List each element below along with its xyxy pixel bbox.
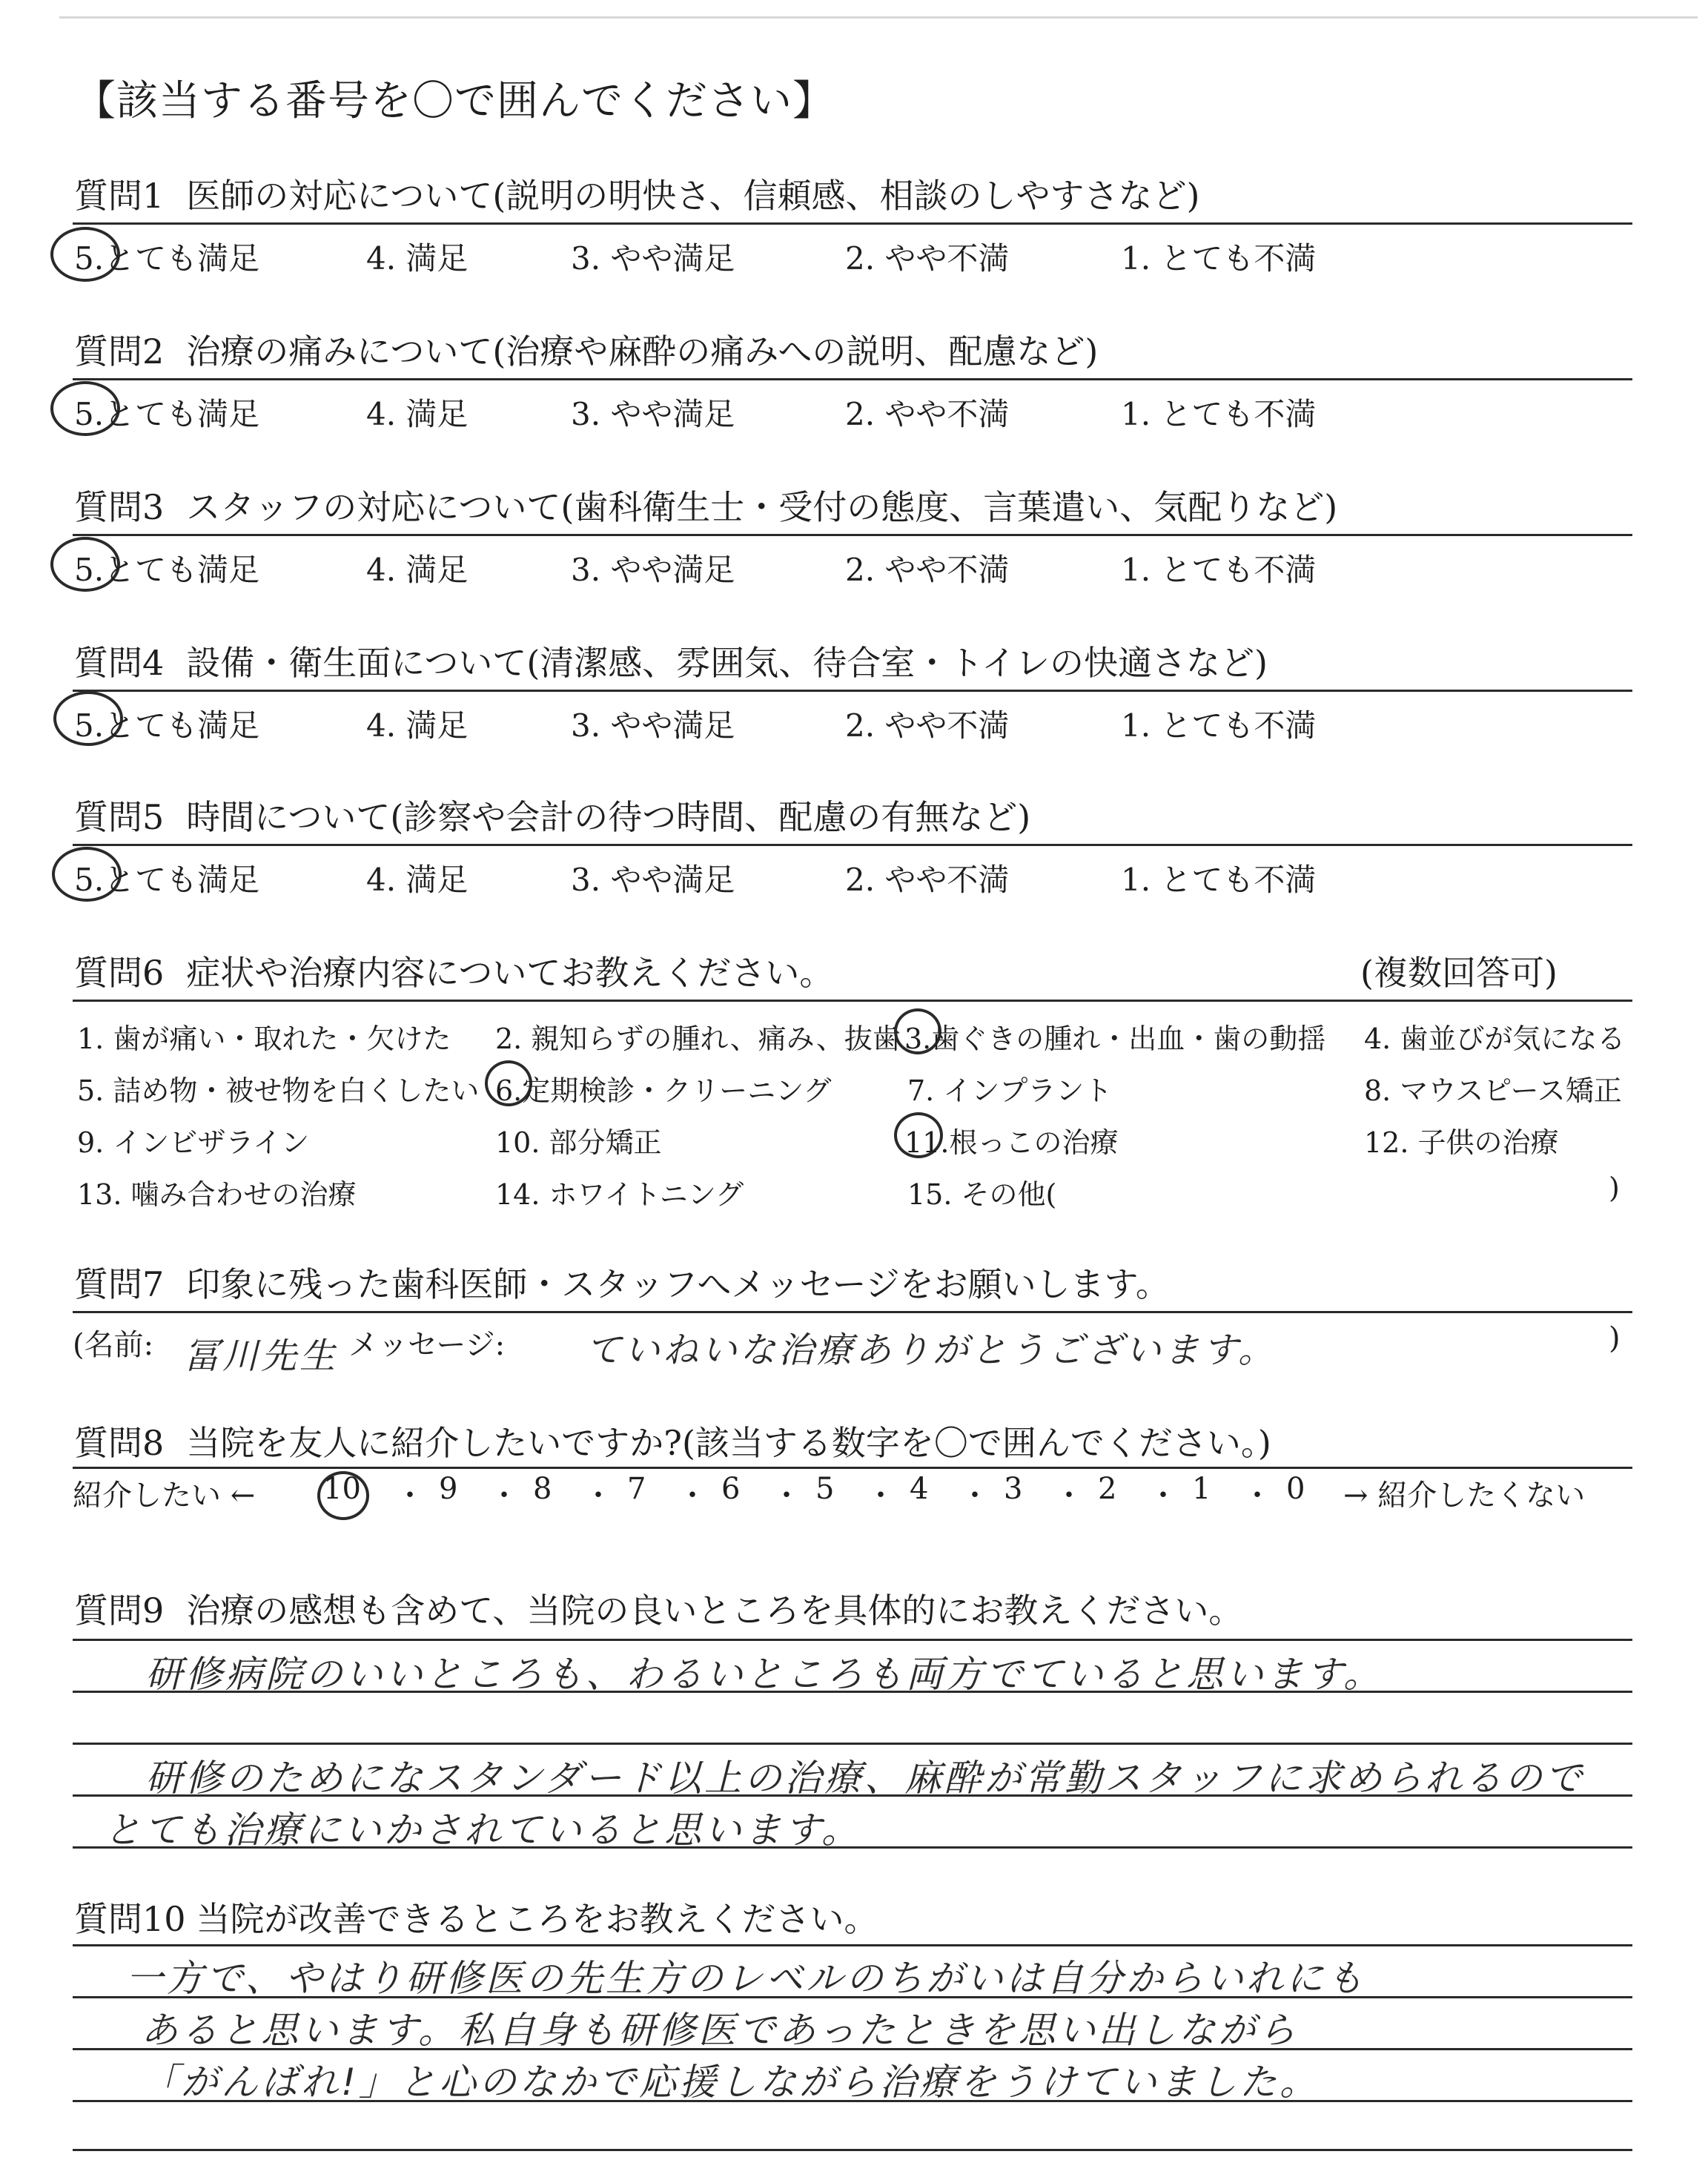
scale-8[interactable]: 8 xyxy=(533,1472,552,1506)
q10-answer-line xyxy=(73,2149,1632,2151)
q6-item-13[interactable]: 13. 噛み合わせの治療 xyxy=(77,1178,357,1211)
option-3[interactable]: 3. やや満足 xyxy=(571,707,735,744)
question-6-number: 質問6 xyxy=(74,953,165,993)
option-2[interactable]: 2. やや不満 xyxy=(845,240,1010,277)
scale-sep: ・ xyxy=(866,1479,896,1513)
scale-7[interactable]: 7 xyxy=(627,1472,646,1506)
option-4[interactable]: 4. 満足 xyxy=(366,707,469,744)
q6-item-7[interactable]: 7. インプラント xyxy=(907,1074,1113,1107)
option-1[interactable]: 1. とても不満 xyxy=(1121,552,1317,588)
message-close-paren: ) xyxy=(1609,1321,1621,1355)
scale-sep: ・ xyxy=(1242,1479,1272,1513)
handwritten-name: 冨川先生 xyxy=(184,1335,339,1377)
question-9-heading xyxy=(74,1584,1242,1633)
q6-item-12[interactable]: 12. 子供の治療 xyxy=(1364,1126,1559,1159)
question-4-rule xyxy=(73,690,1632,692)
question-2-number: 質問2 xyxy=(74,331,165,371)
option-1[interactable]: 1. とても不満 xyxy=(1121,240,1317,277)
question-1-heading xyxy=(74,169,1199,218)
scale-sep: ・ xyxy=(1148,1479,1178,1513)
question-2-text: 治療の痛みについて(治療や麻酔の痛みへの説明、配慮など) xyxy=(186,331,1099,371)
scale-sep: ・ xyxy=(1054,1479,1084,1513)
q6-item-4[interactable]: 4. 歯並びが気になる xyxy=(1364,1023,1626,1055)
option-5[interactable]: 5.とても満足 xyxy=(74,707,260,744)
option-3[interactable]: 3. やや満足 xyxy=(571,862,735,898)
question-8-heading xyxy=(74,1416,1271,1465)
scale-sep: ・ xyxy=(678,1479,707,1513)
question-8-text: 当院を友人に紹介したいですか?(該当する数字を〇で囲んでください。) xyxy=(186,1423,1271,1463)
scale-0[interactable]: 0 xyxy=(1286,1472,1305,1506)
question-2-rule xyxy=(73,378,1632,380)
question-7-text: 印象に残った歯科医師・スタッフへメッセージをお願いします。 xyxy=(186,1264,1170,1304)
q6-item-6[interactable]: 6.定期検診・クリーニング xyxy=(495,1074,832,1107)
q10-answer-line xyxy=(73,1944,1632,1946)
q6-item-1[interactable]: 1. 歯が痛い・取れた・欠けた xyxy=(77,1023,451,1055)
question-6-rule xyxy=(73,1000,1632,1002)
scale-sep: ・ xyxy=(395,1479,425,1513)
question-10-text: 当院が改善できるところをお教えください。 xyxy=(196,1899,878,1939)
option-2[interactable]: 2. やや不満 xyxy=(845,862,1010,898)
question-2-heading xyxy=(74,325,1098,374)
question-5-number: 質問5 xyxy=(74,797,165,837)
q9-handwritten-line-3: 研修のためになスタンダード以上の治療、麻酔が常勤スタッフに求められるので xyxy=(145,1757,1585,1800)
option-2[interactable]: 2. やや不満 xyxy=(845,396,1010,432)
question-4-number: 質問4 xyxy=(74,643,165,683)
question-5-text: 時間について(診察や会計の待つ時間、配慮の有無など) xyxy=(186,797,1031,837)
scale-4[interactable]: 4 xyxy=(910,1472,929,1506)
option-1[interactable]: 1. とても不満 xyxy=(1121,862,1317,898)
q6-item-3[interactable]: 3.歯ぐきの腫れ・出血・歯の動揺 xyxy=(904,1023,1326,1055)
q6-item-5[interactable]: 5. 詰め物・被せ物を白くしたい xyxy=(77,1074,480,1107)
scale-sep: ・ xyxy=(772,1479,801,1513)
option-3[interactable]: 3. やや満足 xyxy=(571,552,735,588)
q9-handwritten-line-1: 研修病院のいいところも、わるいところも両方でていると思います。 xyxy=(145,1653,1383,1696)
option-3[interactable]: 3. やや満足 xyxy=(571,240,735,277)
option-5[interactable]: 5.とても満足 xyxy=(74,240,260,277)
question-6-text: 症状や治療内容についてお教えください。 xyxy=(186,953,834,993)
option-5[interactable]: 5.とても満足 xyxy=(74,552,260,588)
question-3-number: 質問3 xyxy=(74,487,165,527)
q6-item-8[interactable]: 8. マウスピース矯正 xyxy=(1364,1074,1622,1107)
scale-1[interactable]: 1 xyxy=(1192,1472,1211,1506)
question-3-rule xyxy=(73,534,1632,536)
q6-other-close-paren: ) xyxy=(1609,1172,1620,1204)
question-8-number: 質問8 xyxy=(74,1423,165,1463)
question-7-number: 質問7 xyxy=(74,1264,165,1304)
q10-handwritten-line-2: あると思います。私自身も研修医であったときを思い出しながら xyxy=(141,2009,1299,2052)
q10-handwritten-line-1: 一方で、やはり研修医の先生方のレベルのちがいは自分からいれにも xyxy=(126,1957,1366,2000)
q9-answer-line xyxy=(73,1743,1632,1745)
option-4[interactable]: 4. 満足 xyxy=(366,396,469,432)
top-border xyxy=(59,16,1698,19)
q6-item-11[interactable]: 11.根っこの治療 xyxy=(904,1126,1119,1159)
q9-handwritten-line-4: とても治療にいかされていると思います。 xyxy=(104,1809,861,1852)
question-3-heading xyxy=(74,480,1337,529)
message-label: メッセージ: xyxy=(348,1328,506,1362)
handwritten-message: ていねいな治療ありがとうございます。 xyxy=(586,1330,1277,1371)
q6-item-9[interactable]: 9. インビザライン xyxy=(77,1126,310,1159)
scale-6[interactable]: 6 xyxy=(721,1472,741,1506)
question-1-text: 医師の対応について(説明の明快さ、信頼感、相談のしやすさなど) xyxy=(186,176,1200,216)
question-7-rule xyxy=(73,1311,1632,1313)
multiple-answers-tag: (複数回答可) xyxy=(1360,953,1558,993)
question-8-rule xyxy=(73,1467,1632,1469)
q6-item-10[interactable]: 10. 部分矯正 xyxy=(495,1126,662,1159)
option-2[interactable]: 2. やや不満 xyxy=(845,707,1010,744)
scale-2[interactable]: 2 xyxy=(1098,1472,1117,1506)
question-6-heading xyxy=(74,946,1558,995)
scale-9[interactable]: 9 xyxy=(439,1472,458,1506)
option-1[interactable]: 1. とても不満 xyxy=(1121,707,1317,744)
option-4[interactable]: 4. 満足 xyxy=(366,552,469,588)
question-1-rule xyxy=(73,222,1632,225)
question-10-heading xyxy=(74,1892,878,1941)
question-4-heading xyxy=(74,636,1268,685)
question-5-heading xyxy=(74,790,1030,839)
scale-5[interactable]: 5 xyxy=(815,1472,835,1506)
question-1-number: 質問1 xyxy=(74,176,165,216)
question-7-heading xyxy=(74,1258,1170,1307)
option-5[interactable]: 5.とても満足 xyxy=(74,862,260,898)
question-10-number: 質問10 xyxy=(74,1899,186,1939)
recommend-left-label: 紹介したい ← xyxy=(73,1479,256,1513)
q6-item-2[interactable]: 2. 親知らずの腫れ、痛み、抜歯 xyxy=(495,1023,901,1055)
recommend-right-label: → 紹介したくない xyxy=(1343,1479,1586,1513)
question-5-rule xyxy=(73,844,1632,846)
name-label: (名前: xyxy=(73,1328,154,1362)
scale-sep: ・ xyxy=(489,1479,519,1513)
page-title: 【該当する番号を〇で囲んでください】 xyxy=(74,77,835,125)
q6-item-15[interactable]: 15. その他( xyxy=(907,1178,1057,1211)
question-4-text: 設備・衛生面について(清潔感、雰囲気、待合室・トイレの快適さなど) xyxy=(186,643,1268,683)
scale-sep: ・ xyxy=(960,1479,990,1513)
question-9-number: 質問9 xyxy=(74,1591,165,1631)
q10-handwritten-line-3: 「がんばれ!」と心のなかで応援しながら治療をうけていました。 xyxy=(141,2061,1320,2104)
option-5[interactable]: 5.とても満足 xyxy=(74,396,260,432)
option-3[interactable]: 3. やや満足 xyxy=(571,396,735,432)
scale-10[interactable]: 10 xyxy=(323,1472,361,1506)
option-4[interactable]: 4. 満足 xyxy=(366,862,469,898)
question-3-text: スタッフの対応について(歯科衛生士・受付の態度、言葉遣い、気配りなど) xyxy=(186,487,1338,527)
q9-answer-line xyxy=(73,1639,1632,1641)
scale-3[interactable]: 3 xyxy=(1004,1472,1023,1506)
option-2[interactable]: 2. やや不満 xyxy=(845,552,1010,588)
option-1[interactable]: 1. とても不満 xyxy=(1121,396,1317,432)
option-4[interactable]: 4. 満足 xyxy=(366,240,469,277)
q6-item-14[interactable]: 14. ホワイトニング xyxy=(495,1178,744,1211)
question-9-text: 治療の感想も含めて、当院の良いところを具体的にお教えください。 xyxy=(186,1591,1243,1631)
scale-sep: ・ xyxy=(583,1479,613,1513)
